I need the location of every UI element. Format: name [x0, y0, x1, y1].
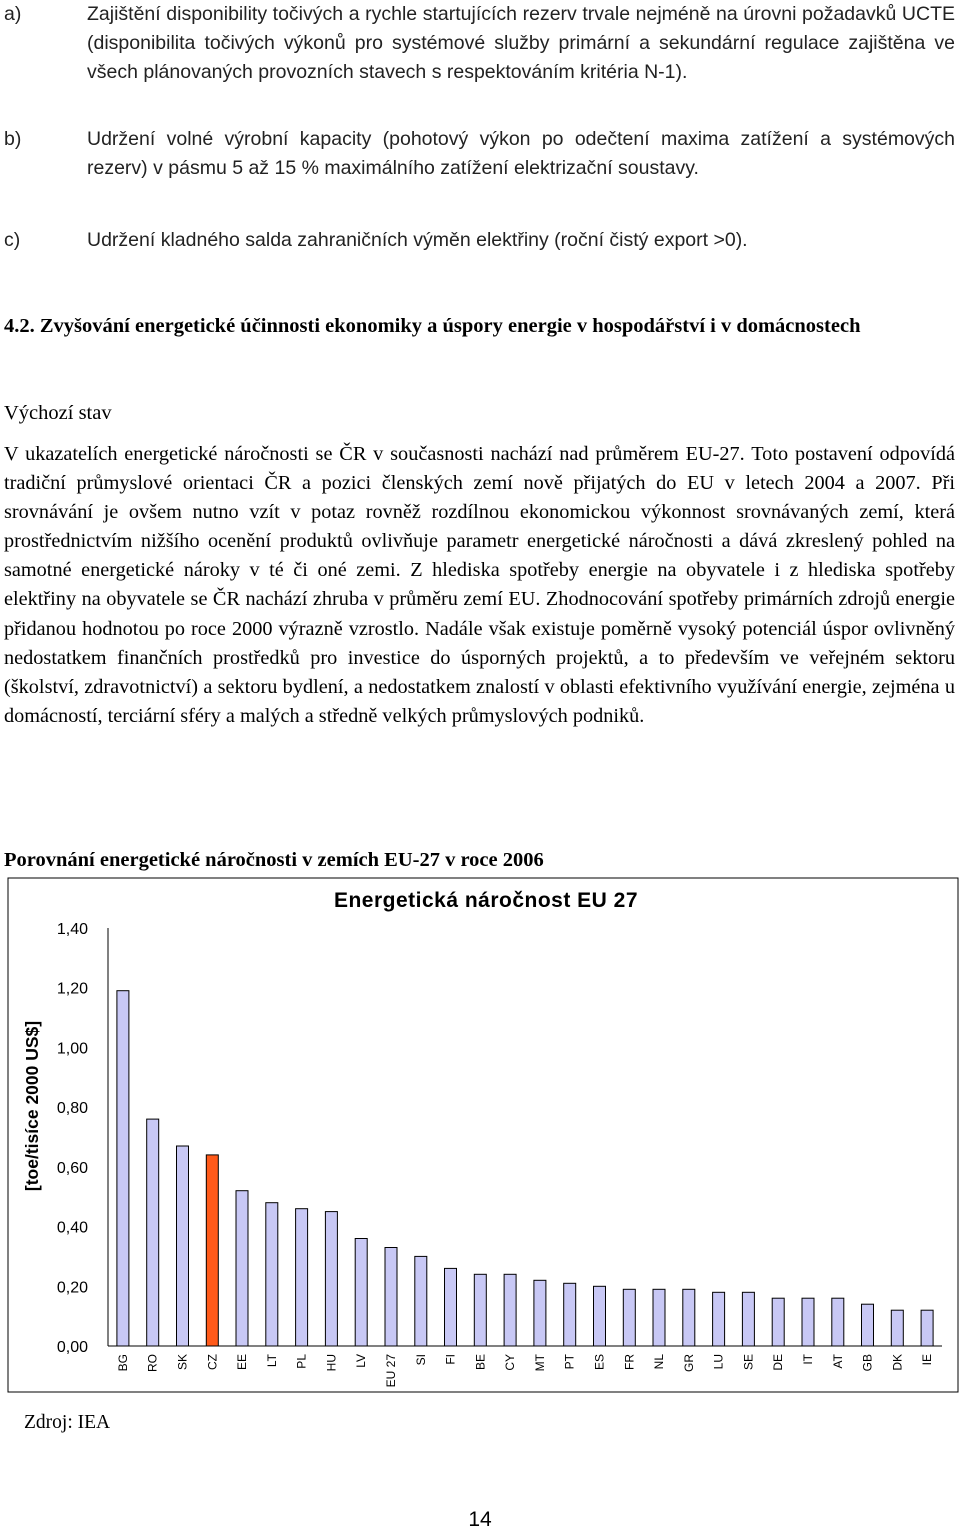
bar-eu-27: [385, 1248, 397, 1347]
x-tick-label: GR: [681, 1354, 696, 1372]
list-item-b: [0, 125, 955, 183]
list-marker: b): [4, 128, 22, 150]
bar-cz: [206, 1155, 218, 1346]
bar-fi: [445, 1268, 457, 1346]
bar-gr: [683, 1289, 695, 1346]
bar-es: [594, 1286, 606, 1346]
x-tick-label: LU: [711, 1354, 726, 1370]
x-tick-label: DE: [771, 1354, 786, 1371]
x-tick-label: MT: [532, 1354, 547, 1372]
list-item-text: Udržení kladného salda zahraničních výměn elektřiny (roční čistý export >0).: [87, 229, 748, 251]
bar-pl: [296, 1209, 308, 1346]
x-tick-label: FR: [622, 1354, 637, 1370]
bar-at: [832, 1298, 844, 1346]
x-tick-label: AT: [830, 1354, 845, 1369]
x-tick-label: IE: [920, 1354, 935, 1366]
y-tick-label: 0,20: [56, 1279, 88, 1297]
bar-ie: [921, 1310, 933, 1346]
y-tick-label: 1,20: [56, 980, 88, 998]
x-tick-label: PL: [294, 1354, 309, 1369]
x-tick-label: RO: [145, 1354, 160, 1372]
bar-it: [802, 1298, 814, 1346]
x-tick-label: HU: [324, 1354, 339, 1372]
source-note: Zdroj: IEA: [24, 1412, 111, 1433]
list-marker: a): [4, 3, 22, 25]
x-tick-label: CY: [503, 1354, 518, 1371]
bar-lu: [713, 1292, 725, 1346]
bar-bg: [117, 991, 129, 1346]
bar-chart: [0, 875, 960, 1395]
list-item-text: Zajištění disponibility točivých a rychle startujících rezerv trvale nejméně na úrovni požadavků UCTE (disponibilita točivých výkonů pro systémové služby primární a sekundární regulace zajištěna ve všech plánovaných provozních stavech s respektováním kritéria N-1).: [87, 3, 955, 83]
bar-se: [742, 1292, 754, 1346]
y-tick-label: 1,40: [56, 921, 88, 938]
x-tick-label: FI: [443, 1354, 458, 1365]
bar-ee: [236, 1191, 248, 1346]
chart-svg: [0, 875, 960, 1395]
x-tick-label: EE: [235, 1354, 249, 1371]
x-tick-label: BE: [473, 1354, 488, 1371]
bar-mt: [534, 1280, 546, 1346]
figure-title: Porovnání energetické náročnosti v zemích EU-27 v roce 2006: [4, 849, 544, 871]
x-tick-label: CZ: [205, 1354, 220, 1370]
y-tick-label: 0,00: [56, 1339, 88, 1356]
section-heading: 4.2. Zvyšování energetické účinnosti ekonomiky a úspory energie v hospodářství i v domácnostech: [4, 315, 861, 337]
bar-fr: [623, 1289, 635, 1346]
x-tick-label: GB: [860, 1354, 875, 1372]
bar-pt: [564, 1283, 576, 1346]
bar-nl: [653, 1289, 665, 1346]
bar-cy: [504, 1274, 516, 1346]
x-tick-label: NL: [652, 1354, 666, 1370]
list-item-a: [0, 0, 955, 87]
x-tick-label: ES: [592, 1354, 607, 1371]
x-tick-label: SE: [741, 1354, 756, 1371]
list-marker: c): [4, 229, 21, 251]
y-tick-label: 0,60: [56, 1159, 88, 1177]
y-tick-label: 0,40: [56, 1219, 88, 1237]
list-item-c: [0, 226, 955, 255]
bar-lv: [355, 1239, 367, 1347]
bar-ro: [147, 1119, 159, 1346]
bar-hu: [325, 1212, 337, 1346]
y-axis-label: [toe/tisíce 2000 US$]: [22, 1020, 42, 1192]
bar-de: [772, 1298, 784, 1346]
y-tick-label: 1,00: [56, 1040, 88, 1058]
y-tick-label: 0,80: [56, 1100, 88, 1118]
x-tick-label: IT: [801, 1354, 815, 1365]
x-tick-label: PT: [562, 1354, 577, 1370]
sub-heading: Výchozí stav: [4, 402, 112, 424]
bar-si: [415, 1256, 427, 1346]
page-number: 14: [468, 1508, 492, 1531]
list-item-text: Udržení volné výrobní kapacity (pohotový výkon po odečtení maxima zatížení a systémových rezerv) v pásmu 5 až 15 % maximálního zatížení elektrizační soustavy.: [87, 128, 955, 179]
bar-gb: [862, 1304, 874, 1346]
bar-be: [474, 1274, 486, 1346]
x-tick-label: DK: [890, 1354, 905, 1371]
x-tick-label: LV: [354, 1354, 369, 1368]
x-tick-label: SI: [413, 1354, 428, 1366]
bar-dk: [891, 1310, 903, 1346]
body-paragraph: V ukazatelích energetické náročnosti se ČR v současnosti nachází nad průměrem EU-27. Toto postavení odpovídá tradiční průmyslové orientaci ČR a pozici členských zemí nově přijatých do EU v letech 2004 a 2007. Při srovnávání je ovšem nutno vzít v potaz rovněž rozdílnou ekonomickou výkonnost srovnávaných zemí, která prostřednictvím nižšího ocenění produktů ovlivňuje parametr energetické náročnosti a dává zkreslený pohled na samotné energetické nároky v té či oné zemi. Z hlediska spotřeby energie na obyvatele i z hlediska spotřeby elektřiny na obyvatele se ČR nachází zhruba v průměru zemí EU. Zhodnocování spotřeby primárních zdrojů energie přidanou hodnotou po roce 2000 výrazně vzrostlo. Nadále však existuje poměrně vysoký potenciál úspor ovlivněný nedostatkem finančních prostředků pro investice do úsporných projektů, a to především ve veřejném sektoru (školství, zdravotnictví) a sektoru bydlení, a nedostatkem znalostí v oblasti efektivního využívání energie, zejména u domácností, terciární sféry a malých a středně velkých průmyslových podniků.: [4, 443, 955, 727]
x-tick-label: SK: [175, 1354, 190, 1371]
x-tick-label: EU 27: [384, 1354, 398, 1388]
chart-title: Energetická náročnost EU 27: [333, 889, 639, 912]
x-tick-label: BG: [115, 1354, 130, 1372]
bar-lt: [266, 1203, 278, 1346]
x-tick-label: LT: [264, 1354, 279, 1368]
bar-sk: [177, 1146, 189, 1346]
